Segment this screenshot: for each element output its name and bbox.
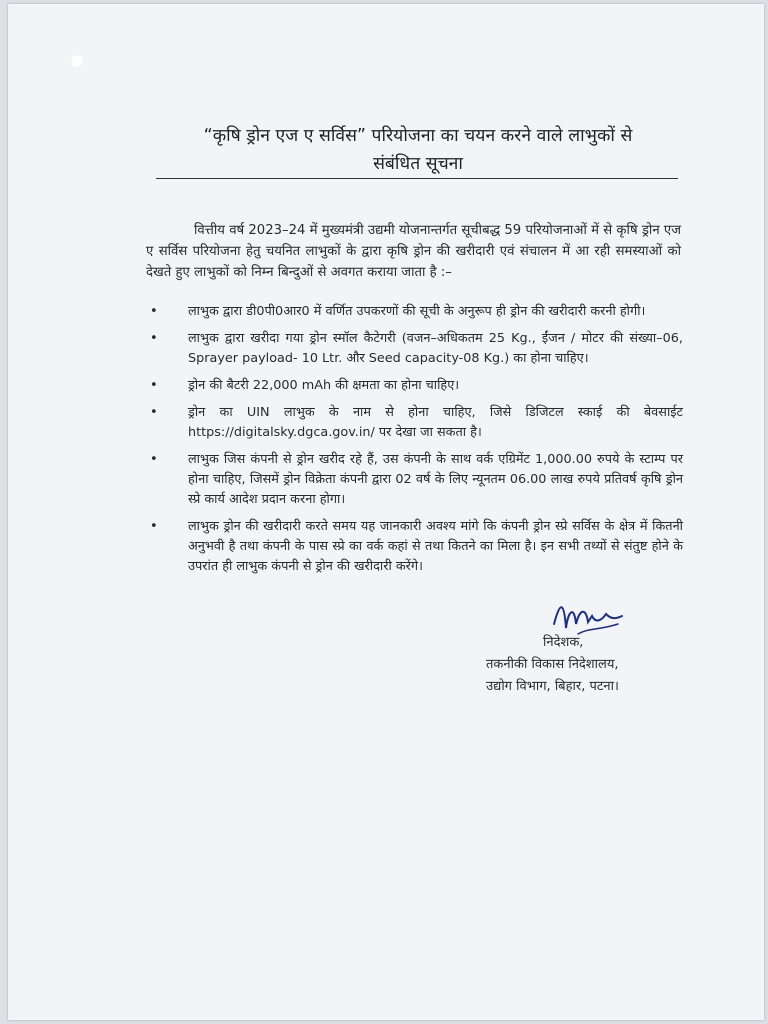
points-list: [148, 302, 683, 584]
bullet-icon: •: [150, 378, 158, 393]
point-text: ड्रोन की बैटरी 22,000 mAh की क्षमता का होना चाहिए।: [188, 378, 460, 393]
point-text: लाभुक द्वारा डी0पी0आर0 में वर्णित उपकरणों की सूची के अनुरूप ही ड्रोन की खरीदारी करनी होगी।: [188, 304, 646, 319]
bullet-icon: •: [150, 304, 158, 319]
point-text: लाभुक जिस कंपनी से ड्रोन खरीद रहे हैं, उस कंपनी के साथ वर्क एग्रिमेंट 1,000.00 रुपये के स्टाम्प पर होना चाहिए, जिसमें ड्रोन विक्रेता कंपनी द्वारा 02 वर्ष के लिए न्यूनतम 06.00 लाख रुपये प्रतिवर्ष कृषि ड्रोन स्प्रे कार्य आदेश प्रदान करना होगा।: [188, 452, 683, 507]
bullet-icon: •: [150, 331, 158, 346]
bullet-icon: •: [150, 452, 158, 467]
bullet-icon: •: [150, 519, 158, 534]
bullet-icon: •: [150, 405, 158, 420]
list-item: [148, 302, 683, 322]
point-text: लाभुक ड्रोन की खरीदारी करते समय यह जानकारी अवश्य मांगे कि कंपनी ड्रोन स्प्रे सर्विस के क्षेत्र में कितनी अनुभवी है तथा कंपनी के पास स्प्रे का वर्क कहां से तथा कितने का मिला है। इन सभी तथ्यों से संतुष्ट होने के उपरांत ही लाभुक कंपनी से ड्रोन की खरीदारी करेंगे।: [188, 519, 683, 574]
list-item: [148, 376, 683, 396]
point-text: ड्रोन का UIN लाभुक के नाम से होना चाहिए, जिसे डिजिटल स्काई की बेवसाईट https://digitalsky.dgca.gov.in/ पर देखा जा सकता है।: [188, 405, 683, 440]
title-underline: [156, 178, 678, 179]
signatory-org-line-1: तकनीकी विकास निदेशालय,: [486, 657, 619, 672]
list-item: [148, 517, 683, 577]
intro-paragraph: वित्तीय वर्ष 2023–24 में मुख्यमंत्री उद्यमी योजनान्तर्गत सूचीबद्ध 59 परियोजनाओं में से कृषि ड्रोन एज ए सर्विस परियोजना हेतु चयनित लाभुकों के द्वारा कृषि ड्रोन की खरीदारी एवं संचालन में आ रही समस्याओं को देखते हुए लाभुकों को निम्न बिन्दुओं से अवगत कराया जाता है :–: [146, 223, 681, 281]
signatory-role: निदेशक,: [543, 635, 584, 650]
list-item: [148, 450, 683, 510]
list-item: [148, 329, 683, 369]
list-item: [148, 403, 683, 443]
punch-hole: [70, 54, 84, 68]
signatory-organization: [486, 654, 686, 698]
title-line-1: “कृषि ड्रोन एज ए सर्विस” परियोजना का चयन करने वाले लाभुकों से: [203, 126, 633, 146]
document-title: [148, 122, 688, 178]
signatory-org-line-2: उद्योग विभाग, बिहार, पटना।: [486, 679, 619, 694]
point-text: लाभुक द्वारा खरीदा गया ड्रोन स्मॉल कैटेगरी (वजन–अधिकतम 25 Kg., ईंजन / मोटर की संख्या–06, Sprayer payload- 10 Ltr. और Seed capacity-08 Kg.) का होना चाहिए।: [188, 331, 683, 366]
title-line-2: संबंधित सूचना: [373, 154, 463, 174]
document-page: [8, 4, 764, 1020]
